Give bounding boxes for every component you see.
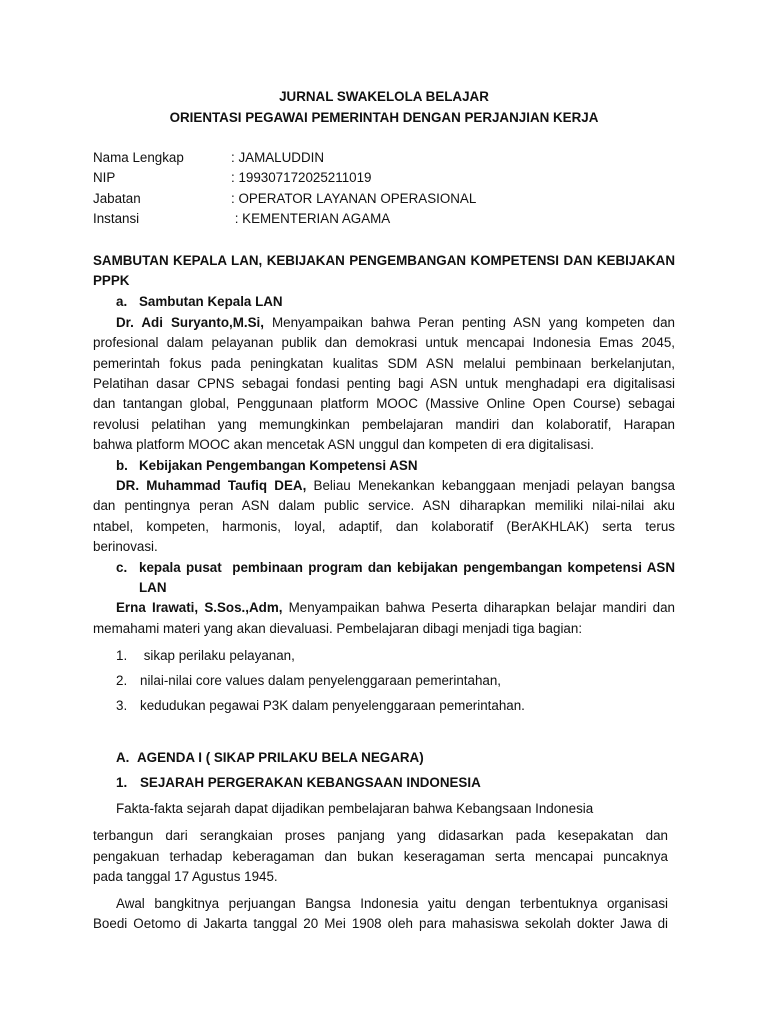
agenda-paragraph-1-line-2: pengakuan terhadap keberagaman dan bukan keseragaman serta mencapai puncaknya: [93, 849, 668, 864]
paragraph-a-line-3: pemerintah fokus pada peningkatan kualitas SDM ASN melalui pembinaan berkelanjutan,: [93, 356, 675, 371]
paragraph-a-line-7: bahwa platform MOOC akan mencetak ASN unggul dan kompeten di era digitalisasi.: [93, 437, 594, 452]
subheading-b: Kebijakan Pengembangan Kompetensi ASN: [139, 458, 418, 473]
agenda-marker: A.: [116, 750, 130, 765]
document-title: JURNAL SWAKELOLA BELAJAR: [279, 89, 489, 104]
document-subtitle: ORIENTASI PEGAWAI PEMERINTAH DENGAN PERJANJIAN KERJA: [169, 110, 599, 125]
identity-value-nip: : 199307172025211019: [231, 170, 372, 185]
paragraph-a-line-1: Dr. Adi Suryanto,M.Si, Menyampaikan bahwa Peran penting ASN yang kompeten dan: [116, 315, 675, 330]
paragraph-a-line-4: Pelatihan dasar CPNS sebagai fondasi penting bagi ASN untuk menghadapi era digitalisasi: [93, 376, 675, 391]
subheading-a: Sambutan Kepala LAN: [139, 294, 283, 309]
list-marker-c: c.: [116, 560, 128, 575]
list-item-2: nilai-nilai core values dalam penyelenggaraan pemerintahan,: [140, 673, 502, 688]
paragraph-b-line-3: ntabel, kompeten, harmonis, loyal, adaptif, dan kolaboratif (BerAKHLAK) serta terus: [93, 519, 675, 534]
identity-label-institution: Instansi: [93, 211, 140, 226]
list-item-3: kedudukan pegawai P3K dalam penyelenggaraan pemerintahan.: [140, 698, 525, 713]
paragraph-b-line-1: DR. Muhammad Taufiq DEA, Beliau Menekankan kebanggaan menjadi pelayan bangsa: [116, 478, 675, 493]
paragraph-b-line-2: dan pentingnya peran ASN dalam public service. ASN diharapkan memiliki nilai-nilai aku: [93, 498, 675, 513]
identity-label-position: Jabatan: [93, 191, 141, 206]
speaker-b: DR. Muhammad Taufiq DEA,: [116, 478, 307, 493]
list-item-1: sikap perilaku pelayanan,: [140, 648, 295, 663]
agenda-paragraph-1-line-3: pada tanggal 17 Agustus 1945.: [93, 869, 278, 884]
identity-label-name: Nama Lengkap: [93, 150, 184, 165]
section-heading-cont: PPPK: [93, 273, 130, 288]
agenda-paragraph-1-first: Fakta-fakta sejarah dapat dijadikan pembelajaran bahwa Kebangsaan Indonesia: [116, 801, 594, 816]
list-number-3: 3.: [116, 698, 128, 713]
identity-value-position: : OPERATOR LAYANAN OPERASIONAL: [231, 191, 477, 206]
speaker-a: Dr. Adi Suryanto,M.Si,: [116, 315, 264, 330]
paragraph-a-line-2: profesional dalam pelayanan publik dan demokrasi untuk mencapai Indonesia Emas 2045,: [93, 335, 675, 350]
identity-value-name: : JAMALUDDIN: [231, 150, 325, 165]
paragraph-b-line-4: berinovasi.: [93, 539, 158, 554]
list-number-2: 2.: [116, 673, 128, 688]
speaker-c: Erna Irawati, S.Sos.,Adm,: [116, 600, 283, 615]
list-marker-b: b.: [116, 458, 128, 473]
list-number-1: 1.: [116, 648, 128, 663]
agenda-sub-marker: 1.: [116, 775, 128, 790]
subheading-c-cont: LAN: [139, 580, 167, 595]
paragraph-c-line-1: Erna Irawati, S.Sos.,Adm, Menyampaikan bahwa Peserta diharapkan belajar mandiri dan: [116, 600, 675, 615]
agenda-paragraph-2-line-2: Boedi Oetomo di Jakarta tanggal 20 Mei 1908 oleh para mahasiswa sekolah dokter Jawa di: [93, 916, 668, 931]
paragraph-a-line-5: dan tantangan global, Penggunaan platform MOOC (Massive Online Open Course) sebagai: [93, 396, 675, 411]
agenda-paragraph-2-line-1: Awal bangkitnya perjuangan Bangsa Indonesia yaitu dengan terbentuknya organisasi: [116, 896, 668, 911]
list-marker-a: a.: [116, 294, 128, 309]
agenda-subheading: SEJARAH PERGERAKAN KEBANGSAAN INDONESIA: [140, 775, 481, 790]
section-heading: SAMBUTAN KEPALA LAN, KEBIJAKAN PENGEMBANGAN KOMPETENSI DAN KEBIJAKAN: [93, 253, 675, 268]
subheading-c: kepala pusat pembinaan program dan kebijakan pengembangan kompetensi ASN: [139, 560, 675, 575]
identity-label-nip: NIP: [93, 170, 116, 185]
identity-value-institution: : KEMENTERIAN AGAMA: [231, 211, 391, 226]
agenda-heading: AGENDA I ( SIKAP PRILAKU BELA NEGARA): [137, 750, 424, 765]
paragraph-c-line-2: memahami materi yang akan dievaluasi. Pembelajaran dibagi menjadi tiga bagian:: [93, 621, 583, 636]
paragraph-a-line-6: revolusi pelatihan yang memungkinkan pembelajaran mandiri dan kolaboratif, Harapan: [93, 417, 675, 432]
agenda-paragraph-1-line-1: terbangun dari serangkaian proses panjang yang didasarkan pada kesepakatan dan: [93, 828, 668, 843]
